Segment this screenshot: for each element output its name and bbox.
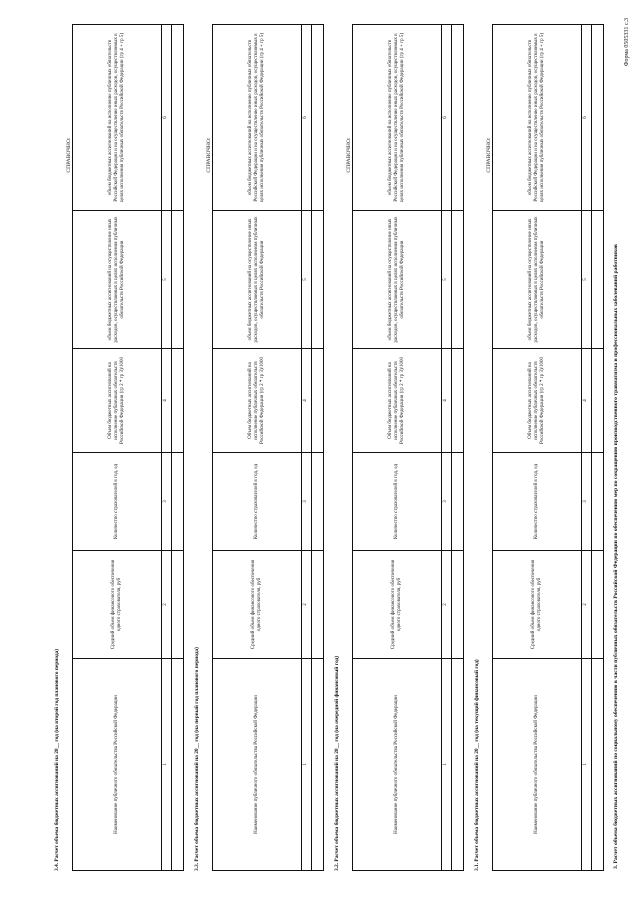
col-header: объем бюджетных ассигнований на исполнение публичных обязательств Российской Федерации и на осуществление иных расходов, осуществляемых в целях исполнения публичных обязательств Российской Федерации (гр 4 + гр 5) xyxy=(353,25,442,211)
col-header: Наименование публичного обязательства Российской Федерации xyxy=(353,659,442,871)
table-cell[interactable] xyxy=(592,551,604,659)
col-number: 3 xyxy=(162,453,172,551)
col-header: Средний объем финансового обеспечения одного страхователя, руб xyxy=(213,551,302,659)
col-number: 1 xyxy=(162,659,172,871)
col-header: объем бюджетных ассигнований на исполнение публичных обязательств Российской Федерации и на осуществление иных расходов, осуществляемых в целях исполнения публичных обязательств Российской Федерации (гр 4 + гр 5) xyxy=(73,25,162,211)
col-number: 5 xyxy=(162,211,172,349)
table-cell[interactable] xyxy=(592,659,604,871)
section-title: 3.4. Расчет объема бюджетных ассигнований на 20__ год (на второй год планового периода) xyxy=(54,648,60,871)
table-cell[interactable] xyxy=(172,453,184,551)
col-number: 2 xyxy=(302,551,312,659)
table-cell[interactable] xyxy=(592,453,604,551)
section-3-4 xyxy=(54,25,184,871)
col-number: 4 xyxy=(162,349,172,453)
table-cell[interactable] xyxy=(452,211,464,349)
col-header: Средний объем финансового обеспечения одного страхователя, руб xyxy=(493,551,582,659)
col-header: Средний объем финансового обеспечения одного страхователя, руб xyxy=(353,551,442,659)
table-cell[interactable] xyxy=(592,211,604,349)
col-header: объем бюджетных ассигнований на осуществление иных расходов, осуществляемых в целях исполнения публичных обязательств Российской Федерации xyxy=(213,211,302,349)
col-header: Количество страхователей в год, ед xyxy=(493,453,582,551)
table-cell[interactable] xyxy=(312,211,324,349)
table-cell[interactable] xyxy=(312,25,324,211)
table-cell[interactable] xyxy=(172,211,184,349)
section-title: 3.2. Расчет объема бюджетных ассигнований на 20__ год (на очередной финансовый год) xyxy=(334,655,340,871)
calc-table xyxy=(212,24,324,871)
table-cell[interactable] xyxy=(312,659,324,871)
col-header: Наименование публичного обязательства Российской Федерации xyxy=(73,659,162,871)
col-number: 3 xyxy=(442,453,452,551)
section-3-1 xyxy=(474,25,604,871)
col-header: объем бюджетных ассигнований на исполнение публичных обязательств Российской Федерации и на осуществление иных расходов, осуществляемых в целях исполнения публичных обязательств Российской Федерации (гр 4 + гр 5) xyxy=(493,25,582,211)
col-number: 4 xyxy=(302,349,312,453)
col-number: 2 xyxy=(582,551,592,659)
col-number: 1 xyxy=(302,659,312,871)
table-cell[interactable] xyxy=(312,349,324,453)
main-title: 3. Расчет объема бюджетных ассигнований по социальному обеспечению в части публичных обязательств Российской Федерации по обеспечению мер по сокращению производственного травматизма и профессиональных заболеваний работников xyxy=(613,244,619,869)
col-number: 2 xyxy=(162,551,172,659)
sprav-label: СПРАВОЧНО: xyxy=(206,137,212,173)
sprav-label: СПРАВОЧНО: xyxy=(66,137,72,173)
col-number: 6 xyxy=(442,25,452,211)
form-code: Форма 0505331 с.3 xyxy=(624,18,630,67)
calc-table xyxy=(492,24,604,871)
col-number: 6 xyxy=(162,25,172,211)
col-number: 5 xyxy=(582,211,592,349)
col-header: Количество страхователей в год, ед xyxy=(73,453,162,551)
col-header: Количество страхователей в год, ед xyxy=(353,453,442,551)
col-header: Наименование публичного обязательства Российской Федерации xyxy=(493,659,582,871)
section-3-2 xyxy=(334,25,464,871)
col-number: 5 xyxy=(302,211,312,349)
table-cell[interactable] xyxy=(452,349,464,453)
col-header: объем бюджетных ассигнований на осуществление иных расходов, осуществляемых в целях исполнения публичных обязательств Российской Федерации xyxy=(493,211,582,349)
col-header: Объем бюджетных ассигнований на исполнение публичных обязательств Российской Федерации (гр 2 * гр 3)/1000 xyxy=(353,349,442,453)
table-cell[interactable] xyxy=(312,453,324,551)
table-cell[interactable] xyxy=(452,659,464,871)
section-title: 3.3. Расчет объема бюджетных ассигнований на 20__ год (на первый год планового периода) xyxy=(194,647,200,871)
table-cell[interactable] xyxy=(172,659,184,871)
table-cell[interactable] xyxy=(312,551,324,659)
col-header: объем бюджетных ассигнований на осуществление иных расходов, осуществляемых в целях исполнения публичных обязательств Российской Федерации xyxy=(73,211,162,349)
table-cell[interactable] xyxy=(172,25,184,211)
sprav-label: СПРАВОЧНО: xyxy=(486,137,492,173)
table-cell[interactable] xyxy=(452,453,464,551)
table-cell[interactable] xyxy=(452,25,464,211)
col-number: 4 xyxy=(582,349,592,453)
col-header: Объем бюджетных ассигнований на исполнение публичных обязательств Российской Федерации (гр 2 * гр 3)/1000 xyxy=(493,349,582,453)
calc-table xyxy=(352,24,464,871)
table-cell[interactable] xyxy=(592,349,604,453)
table-cell[interactable] xyxy=(172,551,184,659)
col-number: 3 xyxy=(582,453,592,551)
col-number: 1 xyxy=(582,659,592,871)
calc-table xyxy=(72,24,184,871)
col-header: объем бюджетных ассигнований на исполнение публичных обязательств Российской Федерации и на осуществление иных расходов, осуществляемых в целях исполнения публичных обязательств Российской Федерации (гр 4 + гр 5) xyxy=(213,25,302,211)
col-number: 5 xyxy=(442,211,452,349)
table-cell[interactable] xyxy=(172,349,184,453)
col-header: Объем бюджетных ассигнований на исполнение публичных обязательств Российской Федерации (гр 2 * гр 3)/1000 xyxy=(213,349,302,453)
table-cell[interactable] xyxy=(592,25,604,211)
sprav-label: СПРАВОЧНО: xyxy=(346,137,352,173)
section-title: 3.1. Расчет объема бюджетных ассигнований на 20__ год (на текущий финансовый год) xyxy=(474,659,480,871)
col-number: 2 xyxy=(442,551,452,659)
col-number: 1 xyxy=(442,659,452,871)
col-number: 4 xyxy=(442,349,452,453)
col-header: Количество страхователей в год, ед xyxy=(213,453,302,551)
col-header: Наименование публичного обязательства Российской Федерации xyxy=(213,659,302,871)
table-cell[interactable] xyxy=(452,551,464,659)
col-header: объем бюджетных ассигнований на осуществление иных расходов, осуществляемых в целях исполнения публичных обязательств Российской Федерации xyxy=(353,211,442,349)
col-header: Средний объем финансового обеспечения одного страхователя, руб xyxy=(73,551,162,659)
section-3-3 xyxy=(194,25,324,871)
col-header: Объем бюджетных ассигнований на исполнение публичных обязательств Российской Федерации (гр 2 * гр 3)/1000 xyxy=(73,349,162,453)
col-number: 3 xyxy=(302,453,312,551)
col-number: 6 xyxy=(582,25,592,211)
col-number: 6 xyxy=(302,25,312,211)
